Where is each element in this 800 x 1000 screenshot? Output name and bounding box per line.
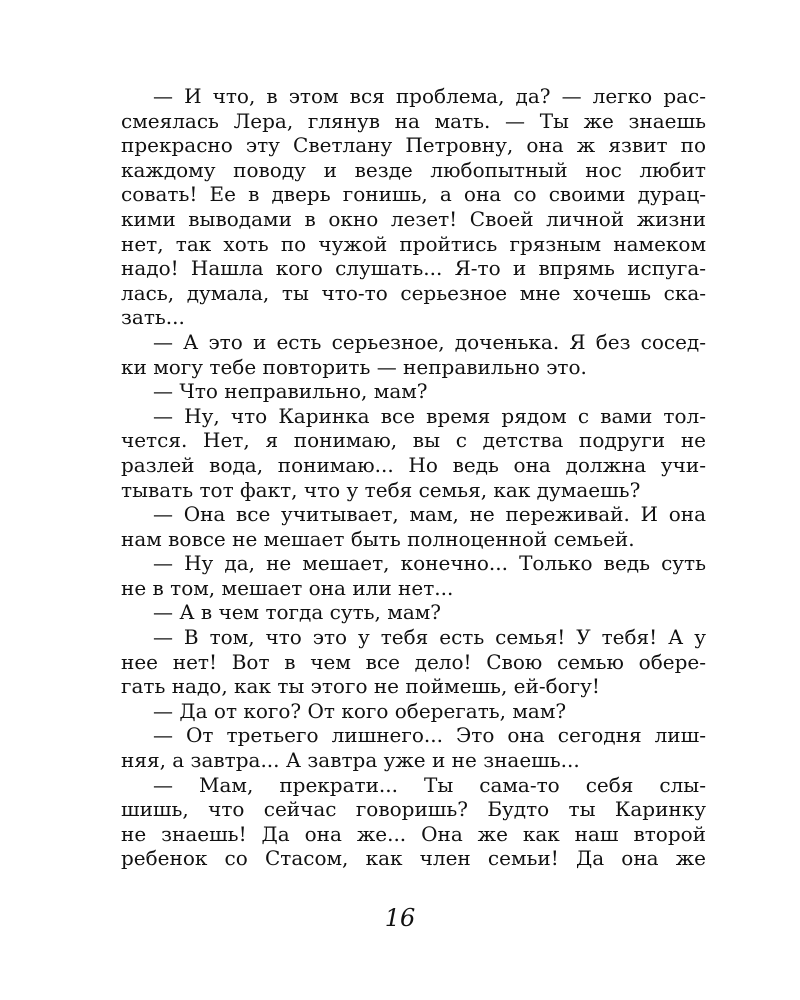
text-line: — Ну да, не мешает, конечно... Только ведь суть bbox=[153, 551, 706, 576]
text-line: — Мам, прекрати... Ты сама-то себя слы- bbox=[153, 772, 706, 797]
text-line: — Да от кого? От кого оберегать, мам? bbox=[153, 698, 567, 723]
text-line: тывать тот факт, что у тебя семья, как думаешь? bbox=[121, 477, 641, 502]
text-line: прекрасно эту Светлану Петровну, она ж язвит по bbox=[121, 133, 706, 158]
text-line: надо! Нашла кого слушать... Я-то и впрямь испуга- bbox=[121, 256, 706, 281]
text-line: — В том, что это у тебя есть семья! У тебя! А у bbox=[153, 625, 706, 650]
text-line: шишь, что сейчас говоришь? Будто ты Каринку bbox=[121, 797, 706, 822]
text-line: — Что неправильно, мам? bbox=[153, 379, 428, 404]
text-line: разлей вода, понимаю... Но ведь она должна учи- bbox=[121, 452, 706, 477]
text-line: — Ну, что Каринка все время рядом с вами тол- bbox=[153, 403, 706, 428]
text-line: — А в чем тогда суть, мам? bbox=[153, 600, 442, 625]
text-line: нет, так хоть по чужой пройтись грязным намеком bbox=[121, 231, 706, 256]
text-line: лась, думала, ты что-то серьезное мне хочешь ска- bbox=[121, 280, 706, 305]
text-line: чется. Нет, я понимаю, вы с детства подруги не bbox=[121, 428, 706, 453]
text-line: ребенок со Стасом, как член семьи! Да она же bbox=[121, 846, 706, 871]
text-line: смеялась Лера, глянув на мать. — Ты же знаешь bbox=[121, 108, 706, 133]
text-line: — А это и есть серьезное, доченька. Я без сосед- bbox=[153, 329, 706, 354]
body-text bbox=[121, 84, 706, 871]
text-line: не знаешь! Да она же... Она же как наш второй bbox=[121, 821, 706, 846]
text-line: няя, а завтра... А завтра уже и не знаешь... bbox=[121, 748, 580, 773]
text-line: каждому поводу и везде любопытный нос любит bbox=[121, 157, 706, 182]
page-number: 16 bbox=[384, 904, 416, 932]
text-line: кими выводами в окно лезет! Своей личной жизни bbox=[121, 206, 706, 231]
text-line: зать... bbox=[121, 305, 185, 330]
text-line: не в том, мешает она или нет... bbox=[121, 575, 454, 600]
text-line: нам вовсе не мешает быть полноценной семьей. bbox=[121, 526, 635, 551]
text-line: нее нет! Вот в чем все дело! Свою семью обере- bbox=[121, 649, 706, 674]
text-line: гать надо, как ты этого не поймешь, ей-богу! bbox=[121, 674, 600, 699]
text-line: — Она все учитывает, мам, не переживай. И она bbox=[153, 502, 706, 527]
text-line: — И что, в этом вся проблема, да? — легко рас- bbox=[153, 84, 706, 108]
text-line: — От третьего лишнего... Это она сегодня лиш- bbox=[153, 723, 706, 748]
text-line: совать! Ее в дверь гонишь, а она со своими дурац- bbox=[121, 182, 706, 207]
text-line: ки могу тебе повторить — неправильно это. bbox=[121, 354, 587, 379]
